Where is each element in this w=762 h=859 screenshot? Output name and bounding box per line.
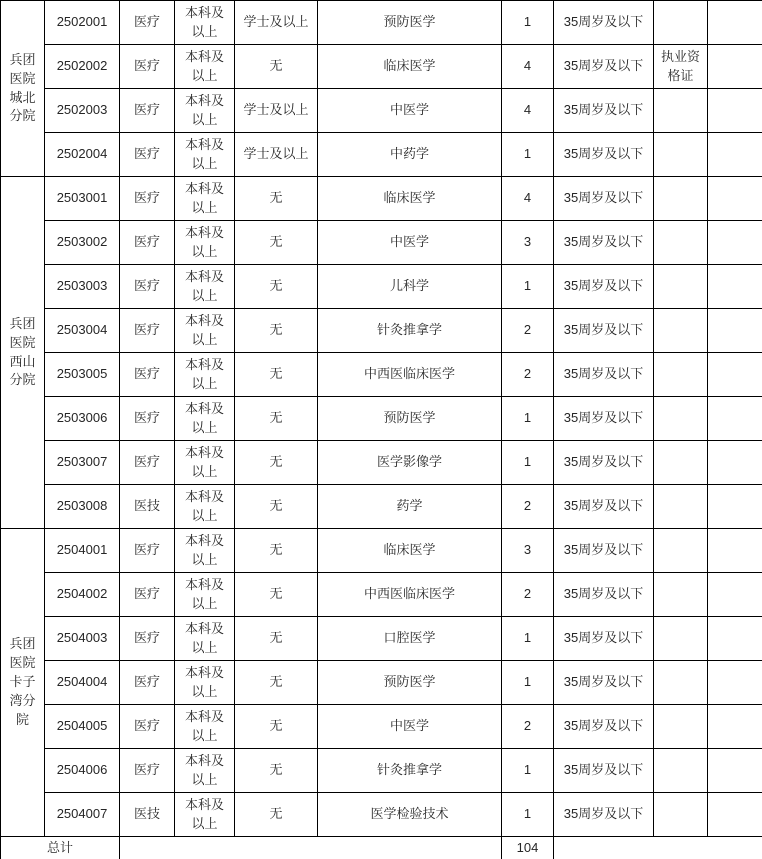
cell-education: 本科及以上: [175, 265, 235, 309]
cell-education: 本科及以上: [175, 89, 235, 133]
cell-extra: [708, 177, 762, 221]
cell-age-limit: 35周岁及以下: [554, 309, 654, 353]
table-row: [1, 573, 762, 617]
cell-major: 药学: [318, 485, 502, 529]
cell-degree: 学士及以上: [235, 89, 318, 133]
table-row: [1, 617, 762, 661]
cell-count: 4: [502, 89, 554, 133]
cell-post-code: 2504005: [45, 705, 120, 749]
cell-extra: [708, 793, 762, 837]
cell-degree: 无: [235, 529, 318, 573]
cell-post-code: 2504002: [45, 573, 120, 617]
cell-category: 医疗: [120, 353, 175, 397]
cell-count: 4: [502, 177, 554, 221]
cell-post-code: 2502001: [45, 1, 120, 45]
cell-major: 预防医学: [318, 1, 502, 45]
table-row: [1, 661, 762, 705]
table-row: [1, 749, 762, 793]
cell-extra: [708, 353, 762, 397]
cell-degree: 无: [235, 705, 318, 749]
cell-major: 临床医学: [318, 529, 502, 573]
cell-count: 1: [502, 397, 554, 441]
cell-extra: [708, 309, 762, 353]
cell-degree: 无: [235, 45, 318, 89]
cell-education: 本科及以上: [175, 793, 235, 837]
cell-age-limit: 35周岁及以下: [554, 265, 654, 309]
cell-certificate: [654, 309, 708, 353]
cell-certificate: [654, 177, 708, 221]
cell-count: 1: [502, 441, 554, 485]
cell-certificate: [654, 133, 708, 177]
total-label-cell: 总计: [1, 837, 120, 859]
cell-degree: 无: [235, 353, 318, 397]
cell-degree: 无: [235, 749, 318, 793]
cell-category: 医技: [120, 793, 175, 837]
cell-count: 1: [502, 265, 554, 309]
table-row: [1, 133, 762, 177]
cell-major: 预防医学: [318, 397, 502, 441]
cell-major: 预防医学: [318, 661, 502, 705]
cell-post-code: 2502003: [45, 89, 120, 133]
cell-major: 中医学: [318, 89, 502, 133]
table-row: [1, 309, 762, 353]
cell-certificate: [654, 705, 708, 749]
cell-category: 医疗: [120, 89, 175, 133]
cell-extra: [708, 1, 762, 45]
cell-major: 中西医临床医学: [318, 573, 502, 617]
cell-post-code: 2504003: [45, 617, 120, 661]
cell-category: 医疗: [120, 177, 175, 221]
table-row: [1, 265, 762, 309]
cell-certificate: [654, 529, 708, 573]
cell-major: 中医学: [318, 221, 502, 265]
cell-age-limit: 35周岁及以下: [554, 793, 654, 837]
cell-education: 本科及以上: [175, 353, 235, 397]
cell-major: 口腔医学: [318, 617, 502, 661]
cell-post-code: 2503008: [45, 485, 120, 529]
cell-extra: [708, 45, 762, 89]
cell-education: 本科及以上: [175, 617, 235, 661]
cell-certificate: [654, 441, 708, 485]
cell-post-code: 2503004: [45, 309, 120, 353]
cell-extra: [708, 89, 762, 133]
cell-extra: [708, 221, 762, 265]
cell-major: 医学影像学: [318, 441, 502, 485]
cell-degree: 无: [235, 573, 318, 617]
cell-category: 医疗: [120, 617, 175, 661]
cell-age-limit: 35周岁及以下: [554, 133, 654, 177]
cell-hospital-group: 兵团医院城北分院: [1, 1, 45, 177]
cell-count: 2: [502, 705, 554, 749]
cell-degree: 无: [235, 661, 318, 705]
cell-category: 医疗: [120, 705, 175, 749]
cell-extra: [708, 529, 762, 573]
cell-category: 医疗: [120, 221, 175, 265]
cell-major: 儿科学: [318, 265, 502, 309]
cell-major: 中西医临床医学: [318, 353, 502, 397]
cell-major: 临床医学: [318, 45, 502, 89]
cell-degree: 学士及以上: [235, 1, 318, 45]
cell-post-code: 2503007: [45, 441, 120, 485]
cell-age-limit: 35周岁及以下: [554, 617, 654, 661]
cell-certificate: [654, 353, 708, 397]
cell-category: 医疗: [120, 441, 175, 485]
cell-category: 医疗: [120, 45, 175, 89]
cell-category: 医疗: [120, 573, 175, 617]
cell-age-limit: 35周岁及以下: [554, 485, 654, 529]
cell-education: 本科及以上: [175, 441, 235, 485]
cell-education: 本科及以上: [175, 45, 235, 89]
cell-count: 3: [502, 529, 554, 573]
table-row: [1, 705, 762, 749]
cell-extra: [708, 661, 762, 705]
cell-education: 本科及以上: [175, 221, 235, 265]
cell-degree: 无: [235, 617, 318, 661]
cell-post-code: 2503001: [45, 177, 120, 221]
cell-degree: 无: [235, 177, 318, 221]
cell-category: 医疗: [120, 265, 175, 309]
cell-age-limit: 35周岁及以下: [554, 89, 654, 133]
cell-post-code: 2504004: [45, 661, 120, 705]
cell-age-limit: 35周岁及以下: [554, 441, 654, 485]
cell-extra: [708, 573, 762, 617]
cell-age-limit: 35周岁及以下: [554, 177, 654, 221]
cell-age-limit: 35周岁及以下: [554, 529, 654, 573]
cell-certificate: [654, 397, 708, 441]
cell-post-code: 2502002: [45, 45, 120, 89]
cell-education: 本科及以上: [175, 573, 235, 617]
cell-post-code: 2503006: [45, 397, 120, 441]
cell-post-code: 2504001: [45, 529, 120, 573]
cell-education: 本科及以上: [175, 309, 235, 353]
table-row: [1, 177, 762, 221]
cell-extra: [708, 265, 762, 309]
cell-extra: [708, 133, 762, 177]
cell-education: 本科及以上: [175, 177, 235, 221]
cell-count: 1: [502, 133, 554, 177]
cell-degree: 无: [235, 441, 318, 485]
cell-certificate: [654, 793, 708, 837]
cell-extra: [708, 705, 762, 749]
cell-major: 临床医学: [318, 177, 502, 221]
cell-category: 医疗: [120, 309, 175, 353]
cell-education: 本科及以上: [175, 705, 235, 749]
cell-age-limit: 35周岁及以下: [554, 221, 654, 265]
cell-category: 医疗: [120, 397, 175, 441]
cell-certificate: [654, 221, 708, 265]
cell-age-limit: 35周岁及以下: [554, 397, 654, 441]
cell-category: 医疗: [120, 661, 175, 705]
cell-degree: 无: [235, 485, 318, 529]
cell-education: 本科及以上: [175, 529, 235, 573]
cell-count: 2: [502, 485, 554, 529]
cell-education: 本科及以上: [175, 661, 235, 705]
cell-count: 1: [502, 1, 554, 45]
cell-post-code: 2502004: [45, 133, 120, 177]
cell-age-limit: 35周岁及以下: [554, 749, 654, 793]
table-row: [1, 441, 762, 485]
cell-certificate: 执业资格证: [654, 45, 708, 89]
table-row: [1, 45, 762, 89]
cell-category: 医疗: [120, 133, 175, 177]
cell-age-limit: 35周岁及以下: [554, 705, 654, 749]
cell-count: 2: [502, 573, 554, 617]
cell-major: 中药学: [318, 133, 502, 177]
cell-major: 针灸推拿学: [318, 749, 502, 793]
cell-certificate: [654, 617, 708, 661]
cell-age-limit: 35周岁及以下: [554, 661, 654, 705]
cell-category: 医技: [120, 485, 175, 529]
cell-major: 中医学: [318, 705, 502, 749]
table-row: [1, 1, 762, 45]
cell-certificate: [654, 661, 708, 705]
cell-category: 医疗: [120, 529, 175, 573]
cell-education: 本科及以上: [175, 133, 235, 177]
cell-age-limit: 35周岁及以下: [554, 45, 654, 89]
table-row: [1, 89, 762, 133]
cell-post-code: 2503003: [45, 265, 120, 309]
table-row: [1, 485, 762, 529]
total-row: [1, 837, 762, 859]
cell-count: 3: [502, 221, 554, 265]
cell-major: 针灸推拿学: [318, 309, 502, 353]
cell-extra: [708, 485, 762, 529]
cell-degree: 无: [235, 397, 318, 441]
cell-count: 1: [502, 793, 554, 837]
cell-count: 2: [502, 309, 554, 353]
cell-education: 本科及以上: [175, 749, 235, 793]
cell-age-limit: 35周岁及以下: [554, 1, 654, 45]
total-trailing-cell: [554, 837, 762, 859]
table-row: [1, 397, 762, 441]
cell-post-code: 2504006: [45, 749, 120, 793]
cell-post-code: 2504007: [45, 793, 120, 837]
cell-certificate: [654, 573, 708, 617]
cell-major: 医学检验技术: [318, 793, 502, 837]
cell-certificate: [654, 485, 708, 529]
cell-hospital-group: 兵团医院西山分院: [1, 177, 45, 529]
cell-certificate: [654, 749, 708, 793]
cell-degree: 无: [235, 265, 318, 309]
cell-extra: [708, 749, 762, 793]
cell-extra: [708, 397, 762, 441]
cell-post-code: 2503002: [45, 221, 120, 265]
table-row: [1, 353, 762, 397]
total-spacer-cell: [120, 837, 502, 859]
cell-age-limit: 35周岁及以下: [554, 573, 654, 617]
table-row: [1, 221, 762, 265]
cell-hospital-group: 兵团医院卡子湾分院: [1, 529, 45, 837]
cell-count: 1: [502, 749, 554, 793]
table-row: [1, 793, 762, 837]
cell-age-limit: 35周岁及以下: [554, 353, 654, 397]
cell-count: 4: [502, 45, 554, 89]
total-count-cell: 104: [502, 837, 554, 859]
cell-category: 医疗: [120, 1, 175, 45]
cell-certificate: [654, 1, 708, 45]
cell-extra: [708, 617, 762, 661]
cell-extra: [708, 441, 762, 485]
table-row: [1, 529, 762, 573]
cell-count: 2: [502, 353, 554, 397]
cell-education: 本科及以上: [175, 1, 235, 45]
cell-count: 1: [502, 661, 554, 705]
cell-certificate: [654, 89, 708, 133]
cell-category: 医疗: [120, 749, 175, 793]
cell-degree: 无: [235, 793, 318, 837]
cell-degree: 学士及以上: [235, 133, 318, 177]
cell-post-code: 2503005: [45, 353, 120, 397]
cell-education: 本科及以上: [175, 485, 235, 529]
cell-degree: 无: [235, 221, 318, 265]
cell-count: 1: [502, 617, 554, 661]
cell-education: 本科及以上: [175, 397, 235, 441]
cell-certificate: [654, 265, 708, 309]
cell-degree: 无: [235, 309, 318, 353]
